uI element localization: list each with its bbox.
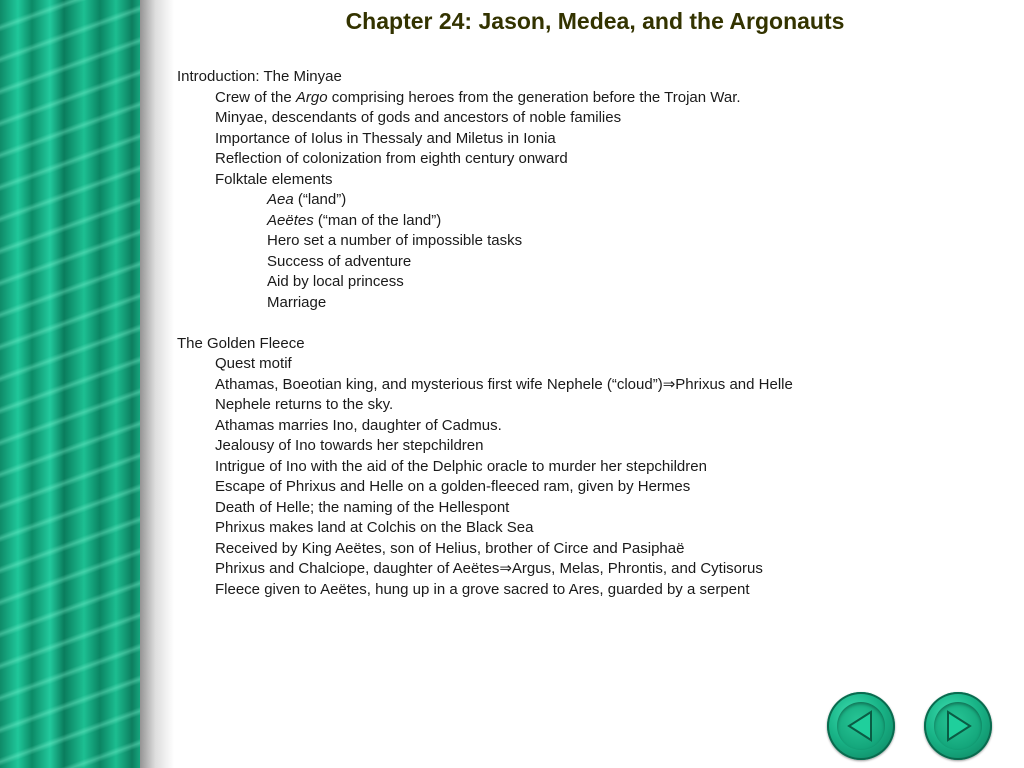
outline-item (177, 129, 997, 150)
outline-text: Death of Helle; the naming of the Hellespont (215, 498, 510, 516)
outline-text: Jealousy of Ino towards her stepchildren (215, 437, 484, 454)
triangle-left-icon (827, 692, 895, 760)
outline-text: (“man of the land”) (313, 211, 442, 229)
outline-item (177, 293, 997, 314)
italic-term: Aeëtes (267, 211, 314, 229)
outline-heading (177, 334, 997, 355)
outline-text: Introduction: The Minyae (177, 68, 342, 85)
italic-term: Aea (267, 191, 294, 208)
outline-text: Fleece given to Aeëtes, hung up in a grove sacred to Ares, guarded by a serpent (215, 580, 750, 598)
outline-item (177, 457, 997, 478)
outline-text: Hero set a number of impossible tasks (267, 232, 523, 249)
outline-text: Reflection of colonization from eighth century onward (215, 150, 568, 167)
outline-text: Marriage (267, 293, 327, 311)
outline-text: Received by King Aeëtes, son of Helius, brother of Circe and Pasiphaë (215, 539, 685, 557)
outline-text: Importance of Iolus in Thessaly and Miletus in Ionia (215, 129, 556, 147)
outline-item (177, 518, 997, 539)
outline-text: Success of adventure (267, 252, 412, 270)
outline-item (177, 211, 997, 232)
outline-item (177, 539, 997, 560)
outline-text: Quest motif (215, 355, 292, 372)
outline-text: Nephele returns to the sky. (215, 396, 394, 413)
outline-item (177, 108, 997, 129)
outline-text: Athamas marries Ino, daughter of Cadmus. (215, 416, 502, 434)
side-band-shadow (140, 0, 174, 768)
outline-item (177, 231, 997, 252)
triangle-right-icon (924, 692, 992, 760)
outline-text: (“land”) (293, 191, 347, 208)
outline-item (177, 354, 997, 375)
outline-item (177, 477, 997, 498)
outline-text: Phrixus makes land at Colchis on the Black Sea (215, 519, 534, 536)
italic-term: Argo (295, 88, 328, 106)
outline-text: Escape of Phrixus and Helle on a golden-fleeced ram, given by Hermes (215, 478, 691, 495)
outline-text: Folktale elements (215, 170, 333, 188)
outline-content (177, 67, 997, 600)
outline-text: comprising heroes from the generation before the Trojan War. (327, 88, 741, 106)
outline-item (177, 498, 997, 519)
outline-text: Minyae, descendants of gods and ancestors of noble families (215, 109, 622, 126)
outline-item (177, 88, 997, 109)
outline-text: The Golden Fleece (177, 334, 305, 352)
outline-text: Phrixus and Chalciope, daughter of Aeëtes⇒Argus, Melas, Phrontis, and Cytisorus (215, 560, 763, 577)
outline-item (177, 252, 997, 273)
blank-line (177, 313, 997, 334)
outline-text: Crew of the (215, 88, 296, 106)
outline-item (177, 375, 997, 396)
slide-title: Chapter 24: Jason, Medea, and the Argonauts (345, 8, 845, 34)
next-slide-button[interactable] (924, 692, 992, 760)
outline-item (177, 580, 997, 601)
outline-text: Athamas, Boeotian king, and mysterious first wife Nephele (“cloud”)⇒Phrixus and Helle (215, 375, 793, 393)
outline-text: Intrigue of Ino with the aid of the Delphic oracle to murder her stepchildren (215, 457, 707, 475)
outline-item (177, 272, 997, 293)
outline-item (177, 149, 997, 170)
outline-item (177, 559, 997, 580)
outline-item (177, 170, 997, 191)
outline-heading (177, 67, 997, 88)
outline-item (177, 395, 997, 416)
outline-item (177, 416, 997, 437)
outline-item (177, 190, 997, 211)
outline-item (177, 436, 997, 457)
outline-text: Aid by local princess (267, 273, 404, 290)
decorative-side-band (0, 0, 140, 768)
previous-slide-button[interactable] (827, 692, 895, 760)
